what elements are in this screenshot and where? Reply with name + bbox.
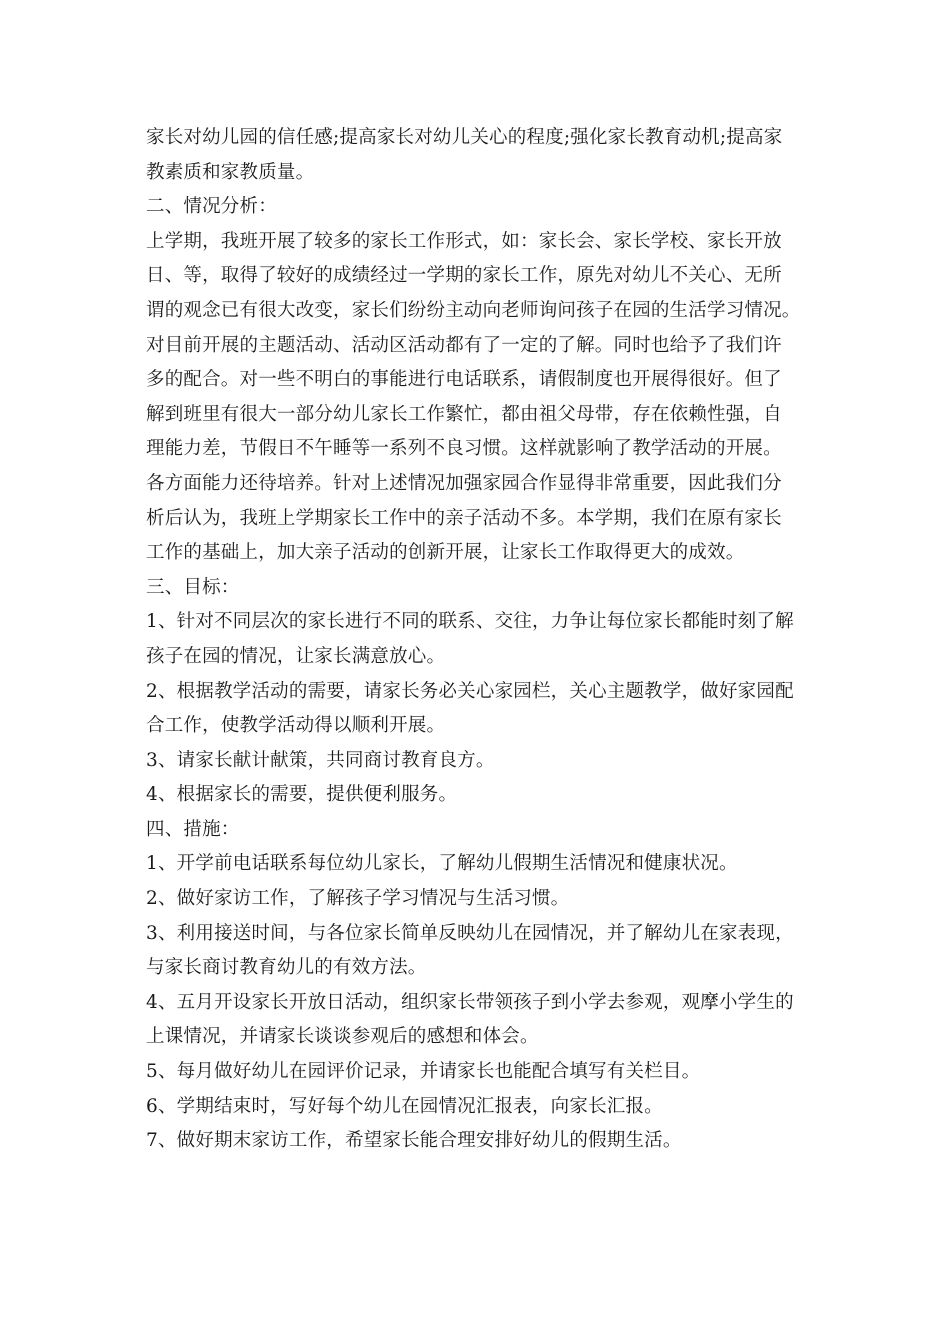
text-line: 家长对幼儿园的信任感;提高家长对幼儿关心的程度;强化家长教育动机;提高家 bbox=[146, 127, 783, 148]
text-line: 4、根据家长的需要，提供便利服务。 bbox=[146, 784, 458, 806]
text-line: 1、开学前电话联系每位幼儿家长，了解幼儿假期生活情况和健康状况。 bbox=[146, 853, 738, 875]
text-line: 多的配合。对一些不明白的事能进行电话联系，请假制度也开展得很好。但了 bbox=[146, 369, 782, 391]
text-line: 合工作，使教学活动得以顺利开展。 bbox=[146, 715, 446, 737]
text-line: 理能力差，节假日不午睡等一系列不良习惯。这样就影响了教学活动的开展。 bbox=[146, 438, 782, 460]
section-heading-goals: 三、目标： bbox=[146, 576, 240, 598]
text-line: 各方面能力还待培养。针对上述情况加强家园合作显得非常重要，因此我们分 bbox=[146, 472, 782, 494]
text-line: 解到班里有很大一部分幼儿家长工作繁忙，都由祖父母带，存在依赖性强，自 bbox=[146, 403, 782, 425]
text-line: 孩子在园的情况，让家长满意放心。 bbox=[146, 645, 446, 667]
section-heading-analysis: 二、情况分析： bbox=[146, 196, 277, 218]
text-line: 2、根据教学活动的需要，请家长务必关心家园栏，关心主题教学，做好家园配 bbox=[146, 680, 794, 702]
text-line: 与家长商讨教育幼儿的有效方法。 bbox=[146, 957, 427, 979]
text-line: 对目前开展的主题活动、活动区活动都有了一定的了解。同时也给予了我们许 bbox=[146, 334, 782, 356]
text-line: 4、五月开设家长开放日活动，组织家长带领孩子到小学去参观，观摩小学生的 bbox=[146, 991, 794, 1013]
text-line: 6、学期结束时，写好每个幼儿在园情况汇报表，向家长汇报。 bbox=[146, 1095, 663, 1117]
text-line: 1、针对不同层次的家长进行不同的联系、交往，力争让每位家长都能时刻了解 bbox=[146, 611, 794, 633]
text-line: 3、请家长献计献策，共同商讨教育良方。 bbox=[146, 749, 495, 771]
text-line: 上学期，我班开展了较多的家长工作形式，如：家长会、家长学校、家长开放 bbox=[146, 230, 782, 252]
text-line: 7、做好期末家访工作，希望家长能合理安排好幼儿的假期生活。 bbox=[146, 1130, 682, 1152]
document-body bbox=[146, 121, 822, 1159]
text-line: 5、每月做好幼儿在园评价记录，并请家长也能配合填写有关栏目。 bbox=[146, 1061, 701, 1083]
text-line: 上课情况，并请家长谈谈参观后的感想和体会。 bbox=[146, 1026, 539, 1048]
text-line: 教素质和家教质量。 bbox=[146, 161, 315, 183]
text-line: 谓的观念已有很大改变，家长们纷纷主动向老师询问孩子在园的生活学习情况。 bbox=[146, 299, 801, 321]
text-line: 日、等，取得了较好的成绩经过一学期的家长工作，原先对幼儿不关心、无所 bbox=[146, 265, 782, 287]
text-line: 3、利用接送时间，与各位家长简单反映幼儿在园情况，并了解幼儿在家表现， bbox=[146, 922, 794, 944]
text-line: 2、做好家访工作，了解孩子学习情况与生活习惯。 bbox=[146, 888, 570, 910]
text-line: 工作的基础上，加大亲子活动的创新开展，让家长工作取得更大的成效。 bbox=[146, 542, 745, 564]
section-heading-measures: 四、措施： bbox=[146, 818, 240, 840]
text-line: 析后认为，我班上学期家长工作中的亲子活动不多。本学期，我们在原有家长 bbox=[146, 507, 782, 529]
